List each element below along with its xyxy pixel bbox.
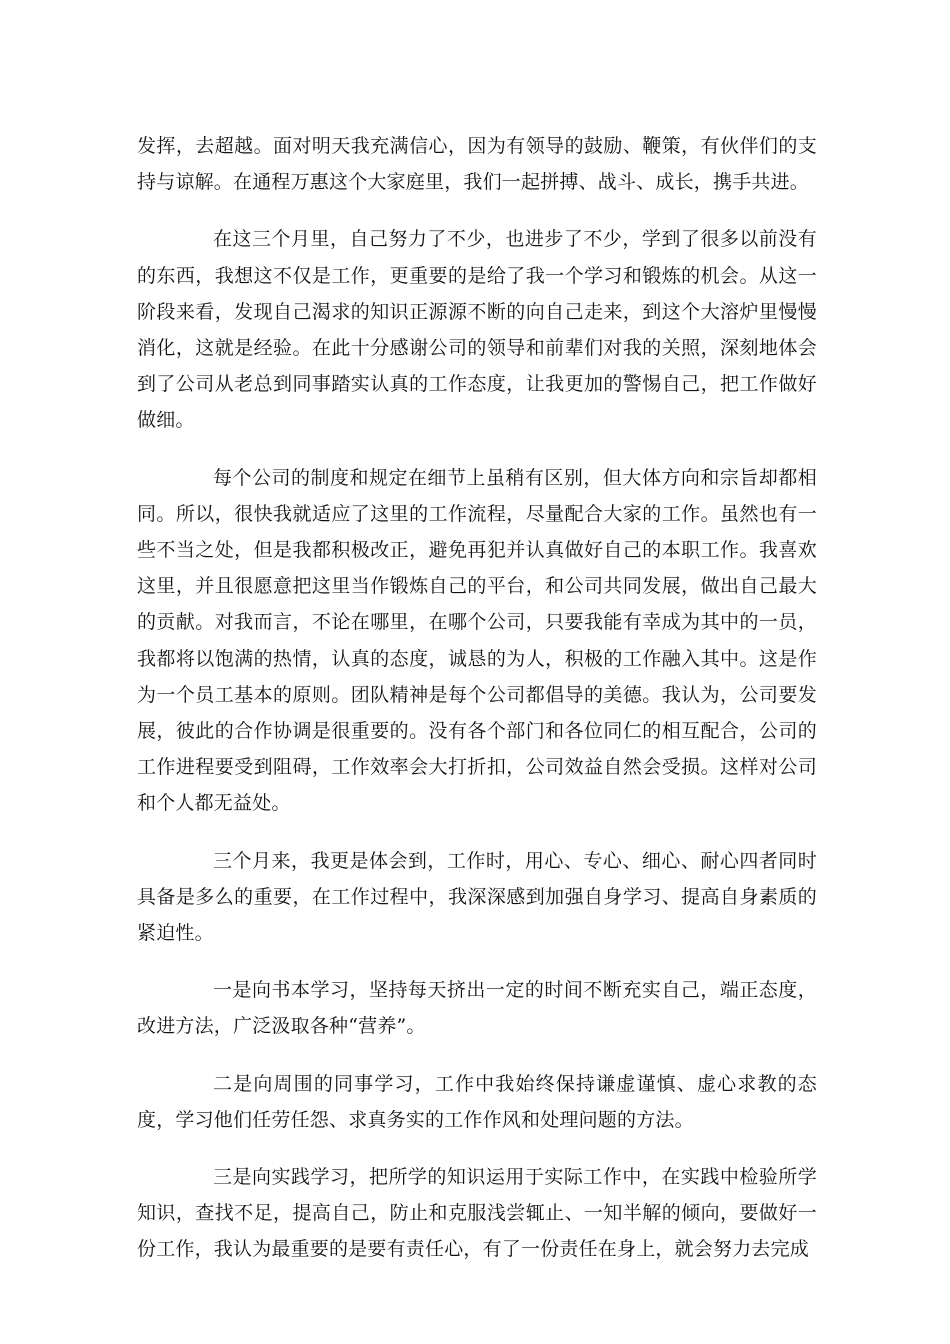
paragraph: 三个月来，我更是体会到，工作时，用心、专心、细心、耐心四者同时具备是多么的重要，在工作过程中，我深深感到加强自身学习、提高自身素质的紧迫性。 [137, 849, 817, 945]
paragraph: 每个公司的制度和规定在细节上虽稍有区别，但大体方向和宗旨却都相同。所以，很快我就适应了这里的工作流程，尽量配合大家的工作。虽然也有一些不当之处，但是我都积极改正，避免再犯并认真做好自己的本职工作。我喜欢这里，并且很愿意把这里当作锻炼自己的平台，和公司共同发展，做出自己最大的贡献。对我而言，不论在哪里，在哪个公司，只要我能有幸成为其中的一员，我都将以饱满的热情，认真的态度，诚恳的为人，积极的工作融入其中。这是作为一个员工基本的原则。团队精神是每个公司都倡导的美德。我认为，公司要发展，彼此的合作协调是很重要的。没有各个部门和各位同仁的相互配合，公司的工作进程要受到阻碍，工作效率会大打折扣，公司效益自然会受损。这样对公司和个人都无益处。 [137, 466, 817, 815]
document-body [137, 128, 817, 1268]
paragraph: 二是向周围的同事学习，工作中我始终保持谦虚谨慎、虚心求教的态度，学习他们任劳任怨、求真务实的工作作风和处理问题的方法。 [137, 1072, 817, 1131]
paragraph: 一是向书本学习，坚持每天挤出一定的时间不断充实自己，端正态度，改进方法，广泛汲取各种“营养”。 [137, 979, 817, 1038]
paragraph: 在这三个月里，自己努力了不少，也进步了不少，学到了很多以前没有的东西，我想这不仅是工作，更重要的是给了我一个学习和锻炼的机会。从这一阶段来看，发现自己渴求的知识正源源不断的向自己走来，到这个大溶炉里慢慢消化，这就是经验。在此十分感谢公司的领导和前辈们对我的关照，深刻地体会到了公司从老总到同事踏实认真的工作态度，让我更加的警惕自己，把工作做好做细。 [137, 228, 817, 432]
paragraph: 三是向实践学习，把所学的知识运用于实际工作中，在实践中检验所学知识，查找不足，提高自己，防止和克服浅尝辄止、一知半解的倾向，要做好一份工作，我认为最重要的是要有责任心，有了一份责任在身上，就会努力去完成 [137, 1166, 817, 1261]
paragraph: 发挥，去超越。面对明天我充满信心，因为有领导的鼓励、鞭策，有伙伴们的支持与谅解。在通程万惠这个大家庭里，我们一起拼搏、战斗、成长，携手共进。 [137, 135, 817, 194]
